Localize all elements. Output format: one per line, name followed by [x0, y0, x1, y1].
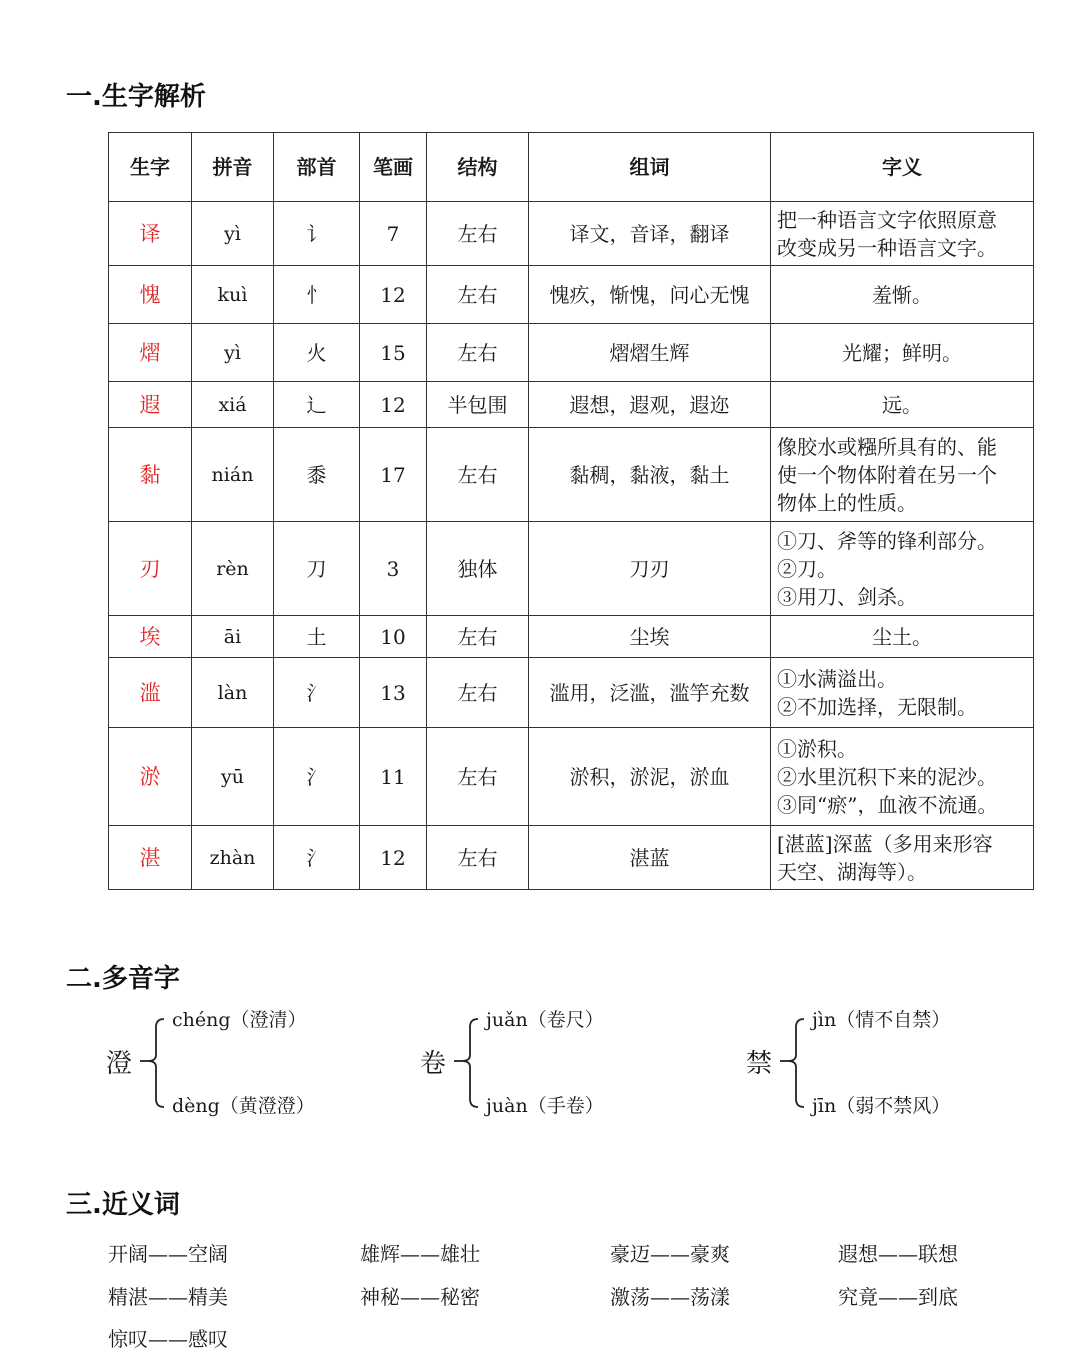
polyphone-reading-1: chéng（澄清） — [172, 1009, 307, 1031]
meaning-line: 尘土。 — [872, 624, 932, 649]
strokes-cell: 17 — [360, 428, 427, 522]
table-row — [109, 266, 1034, 324]
meaning-line: 把一种语言文字依照原意 — [777, 207, 997, 232]
synonym-pair: 雄辉——雄壮 — [360, 1242, 480, 1266]
meaning-line: [湛蓝]深蓝（多用来形容 — [777, 831, 993, 856]
table-row — [109, 616, 1034, 658]
pinyin-cell: zhàn — [192, 826, 274, 890]
char-cell: 湛 — [109, 826, 192, 890]
polyphone-reading-1: juǎn（卷尺） — [486, 1009, 604, 1031]
char-cell: 埃 — [109, 616, 192, 658]
structure-cell: 左右 — [427, 728, 529, 826]
pinyin-cell: yì — [192, 202, 274, 266]
radical-cell: 土 — [274, 616, 360, 658]
structure-cell: 左右 — [427, 202, 529, 266]
structure-cell: 左右 — [427, 826, 529, 890]
meaning-cell — [771, 202, 1034, 266]
radical-cell: 氵 — [274, 826, 360, 890]
synonym-pair: 惊叹——感叹 — [108, 1327, 228, 1351]
strokes-cell: 7 — [360, 202, 427, 266]
strokes-cell: 13 — [360, 658, 427, 728]
structure-cell: 左右 — [427, 266, 529, 324]
pinyin-cell: nián — [192, 428, 274, 522]
polyphone-group — [420, 1003, 720, 1119]
polyphone-reading-2: juàn（手卷） — [486, 1095, 604, 1117]
meaning-line: ①水满溢出。 — [777, 666, 897, 691]
char-cell: 黏 — [109, 428, 192, 522]
brace-icon — [776, 1003, 810, 1119]
section-title-characters: 一.生字解析 — [66, 82, 206, 112]
words-cell: 刀刃 — [529, 522, 771, 616]
header-meaning: 字义 — [771, 133, 1034, 202]
meaning-line: 羞惭。 — [872, 282, 932, 307]
table-header-row — [109, 133, 1034, 202]
words-cell: 熠熠生辉 — [529, 324, 771, 382]
header-words: 组词 — [529, 133, 771, 202]
char-cell: 淤 — [109, 728, 192, 826]
meaning-cell — [771, 266, 1034, 324]
strokes-cell: 15 — [360, 324, 427, 382]
radical-cell: 刀 — [274, 522, 360, 616]
meaning-cell — [771, 616, 1034, 658]
strokes-cell: 12 — [360, 266, 427, 324]
words-cell: 滥用，泛滥，滥竽充数 — [529, 658, 771, 728]
brace-icon — [450, 1003, 484, 1119]
header-strokes: 笔画 — [360, 133, 427, 202]
section-title-synonyms: 三.近义词 — [66, 1190, 180, 1220]
header-structure: 结构 — [427, 133, 529, 202]
meaning-line: ②不加选择，无限制。 — [777, 694, 977, 719]
char-cell: 刃 — [109, 522, 192, 616]
synonym-pair: 究竟——到底 — [838, 1285, 958, 1309]
synonym-pair: 激荡——荡漾 — [610, 1285, 730, 1309]
synonym-pair: 豪迈——豪爽 — [610, 1242, 730, 1266]
structure-cell: 独体 — [427, 522, 529, 616]
header-char: 生字 — [109, 133, 192, 202]
char-cell: 译 — [109, 202, 192, 266]
synonym-pair: 开阔——空阔 — [108, 1242, 228, 1266]
table-row — [109, 428, 1034, 522]
char-cell: 滥 — [109, 658, 192, 728]
structure-cell: 左右 — [427, 428, 529, 522]
structure-cell: 半包围 — [427, 382, 529, 428]
words-cell: 遐想，遐观，遐迩 — [529, 382, 771, 428]
meaning-line: ②刀。 — [777, 556, 837, 581]
meaning-line: 光耀；鲜明。 — [842, 340, 962, 365]
synonym-pair: 神秘——秘密 — [360, 1285, 480, 1309]
strokes-cell: 10 — [360, 616, 427, 658]
words-cell: 译文，音译，翻译 — [529, 202, 771, 266]
char-cell: 遐 — [109, 382, 192, 428]
pinyin-cell: yì — [192, 324, 274, 382]
polyphone-reading-2: jīn（弱不禁风） — [812, 1095, 951, 1117]
polyphone-group — [106, 1003, 406, 1119]
character-table — [108, 132, 1034, 890]
polyphone-char: 卷 — [420, 1049, 447, 1079]
meaning-line: 像胶水或糨所具有的、能 — [777, 434, 997, 459]
structure-cell: 左右 — [427, 324, 529, 382]
polyphone-group — [746, 1003, 1046, 1119]
words-cell: 淤积，淤泥，淤血 — [529, 728, 771, 826]
pinyin-cell: yū — [192, 728, 274, 826]
pinyin-cell: āi — [192, 616, 274, 658]
table-row — [109, 324, 1034, 382]
meaning-line: 天空、湖海等）。 — [777, 859, 927, 884]
polyphone-reading-1: jìn（情不自禁） — [812, 1009, 951, 1031]
header-pinyin: 拼音 — [192, 133, 274, 202]
radical-cell: 忄 — [274, 266, 360, 324]
words-cell: 愧疚，惭愧，问心无愧 — [529, 266, 771, 324]
meaning-cell — [771, 324, 1034, 382]
table-row — [109, 658, 1034, 728]
pinyin-cell: xiá — [192, 382, 274, 428]
section-title-polyphones: 二.多音字 — [66, 964, 180, 994]
words-cell: 湛蓝 — [529, 826, 771, 890]
meaning-cell — [771, 658, 1034, 728]
meaning-line: ③用刀、剑杀。 — [777, 584, 917, 609]
header-radical: 部首 — [274, 133, 360, 202]
meaning-line: 使一个物体附着在另一个 — [777, 462, 997, 487]
radical-cell: 黍 — [274, 428, 360, 522]
polyphone-char: 禁 — [746, 1049, 773, 1079]
synonym-pair: 精湛——精美 — [108, 1285, 228, 1309]
radical-cell: 氵 — [274, 728, 360, 826]
brace-icon — [136, 1003, 170, 1119]
radical-cell: 火 — [274, 324, 360, 382]
char-cell: 愧 — [109, 266, 192, 324]
polyphone-char: 澄 — [106, 1049, 133, 1079]
words-cell: 尘埃 — [529, 616, 771, 658]
meaning-line: ①淤积。 — [777, 736, 857, 761]
meaning-cell — [771, 728, 1034, 826]
strokes-cell: 12 — [360, 382, 427, 428]
meaning-cell — [771, 522, 1034, 616]
pinyin-cell: kuì — [192, 266, 274, 324]
char-cell: 熠 — [109, 324, 192, 382]
meaning-line: ③同“瘀”，血液不流通。 — [777, 792, 998, 817]
synonym-pair: 遐想——联想 — [838, 1242, 958, 1266]
table-row — [109, 728, 1034, 826]
strokes-cell: 3 — [360, 522, 427, 616]
pinyin-cell: làn — [192, 658, 274, 728]
meaning-cell — [771, 826, 1034, 890]
radical-cell: 讠 — [274, 202, 360, 266]
polyphone-reading-2: dèng（黄澄澄） — [172, 1095, 315, 1117]
meaning-line: 物体上的性质。 — [777, 490, 917, 515]
meaning-cell — [771, 428, 1034, 522]
strokes-cell: 11 — [360, 728, 427, 826]
meaning-line: ②水里沉积下来的泥沙。 — [777, 764, 997, 789]
table-row — [109, 382, 1034, 428]
meaning-line: 远。 — [882, 392, 922, 417]
radical-cell: 辶 — [274, 382, 360, 428]
pinyin-cell: rèn — [192, 522, 274, 616]
table-row — [109, 522, 1034, 616]
structure-cell: 左右 — [427, 658, 529, 728]
radical-cell: 氵 — [274, 658, 360, 728]
meaning-line: 改变成另一种语言文字。 — [777, 235, 997, 260]
words-cell: 黏稠，黏液，黏土 — [529, 428, 771, 522]
strokes-cell: 12 — [360, 826, 427, 890]
meaning-line: ①刀、斧等的锋利部分。 — [777, 528, 997, 553]
structure-cell: 左右 — [427, 616, 529, 658]
meaning-cell — [771, 382, 1034, 428]
table-row — [109, 202, 1034, 266]
table-row — [109, 826, 1034, 890]
